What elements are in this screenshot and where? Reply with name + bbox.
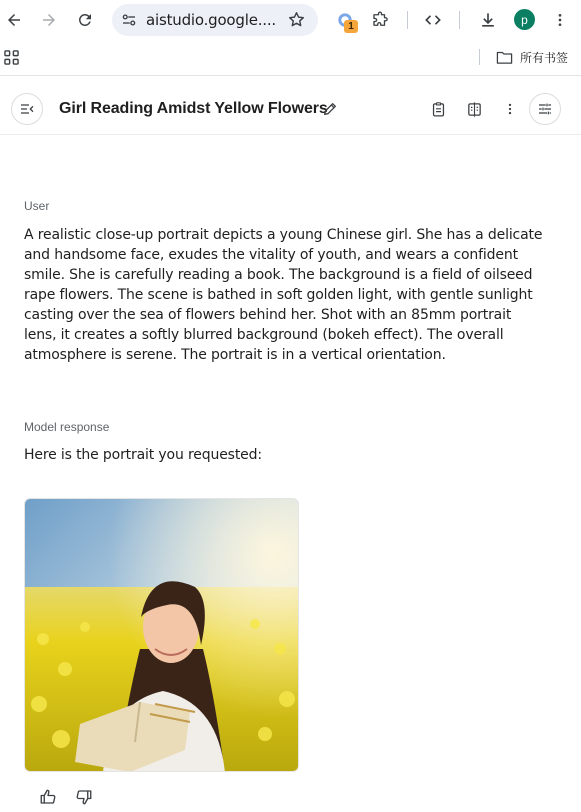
user-role-label: User	[24, 199, 50, 213]
pencil-icon	[322, 101, 338, 117]
compare-icon	[466, 101, 483, 118]
profile-avatar[interactable]: p	[514, 9, 535, 30]
bookmark-folder-label: 所有书签	[520, 51, 569, 65]
bookmark-star-icon[interactable]	[287, 10, 306, 29]
thumbs-up-icon	[39, 788, 57, 806]
browser-toolbar	[0, 0, 581, 40]
more-options-button[interactable]	[501, 100, 519, 118]
thumbs-up-button[interactable]	[39, 788, 57, 806]
site-settings-icon[interactable]	[120, 11, 138, 29]
all-bookmarks-folder[interactable]	[496, 49, 568, 66]
tune-icon	[537, 101, 553, 117]
app-header	[0, 76, 581, 135]
extensions-menu-button[interactable]	[368, 8, 392, 32]
compare-button[interactable]	[465, 100, 483, 118]
devtools-button[interactable]	[421, 8, 445, 32]
menu-collapse-icon	[19, 101, 35, 117]
model-role-label: Model response	[24, 420, 110, 434]
arrow-left-icon	[5, 11, 23, 29]
download-icon	[478, 10, 498, 30]
thumbs-down-button[interactable]	[75, 788, 93, 806]
arrow-right-icon	[40, 11, 58, 29]
model-response-text: Here is the portrait you requested:	[24, 447, 262, 463]
apps-button[interactable]	[4, 50, 19, 70]
edit-title-button[interactable]	[322, 101, 338, 122]
more-vertical-icon	[552, 12, 568, 28]
url-text[interactable]: aistudio.google....	[146, 11, 276, 29]
clipboard-icon	[430, 101, 447, 118]
code-icon	[423, 10, 443, 30]
sidebar-toggle-button[interactable]	[11, 93, 43, 125]
forward-button[interactable]	[37, 8, 61, 32]
reload-icon	[76, 11, 94, 29]
apps-grid-icon	[4, 50, 19, 65]
page-title: Girl Reading Amidst Yellow Flowers	[59, 100, 328, 117]
portrait-illustration	[25, 499, 299, 772]
user-prompt-text: A realistic close-up portrait depicts a young Chinese girl. She has a delicate and handsome face, exudes the vitality of youth, and wears a confident smile. She is carefully reading a book. The background is a field of oilseed rape flowers. The scene is bathed in soft golden light, with gentle sunlight casting over the sea of flowers behind her. Shot with an 85mm portrait lens, it creates a softly blurred background (bokeh effect). The overall atmosphere is serene. The portrait is in a vertical orientation.	[24, 227, 543, 363]
generated-portrait-image[interactable]	[24, 498, 299, 772]
toolbar-divider	[407, 11, 408, 29]
back-button[interactable]	[2, 8, 26, 32]
puzzle-icon	[371, 11, 389, 29]
downloads-button[interactable]	[476, 8, 500, 32]
toolbar-divider	[459, 11, 460, 29]
more-vertical-icon	[503, 102, 517, 116]
extension-badge: 1	[344, 20, 358, 33]
bookmarks-divider	[479, 49, 480, 65]
reload-button[interactable]	[73, 8, 97, 32]
bookmarks-bar	[0, 40, 581, 76]
clipboard-button[interactable]	[429, 100, 447, 118]
address-bar[interactable]	[112, 4, 318, 36]
run-settings-button[interactable]	[529, 93, 561, 125]
folder-icon	[496, 50, 513, 65]
browser-menu-button[interactable]	[548, 8, 572, 32]
thumbs-down-icon	[75, 788, 93, 806]
